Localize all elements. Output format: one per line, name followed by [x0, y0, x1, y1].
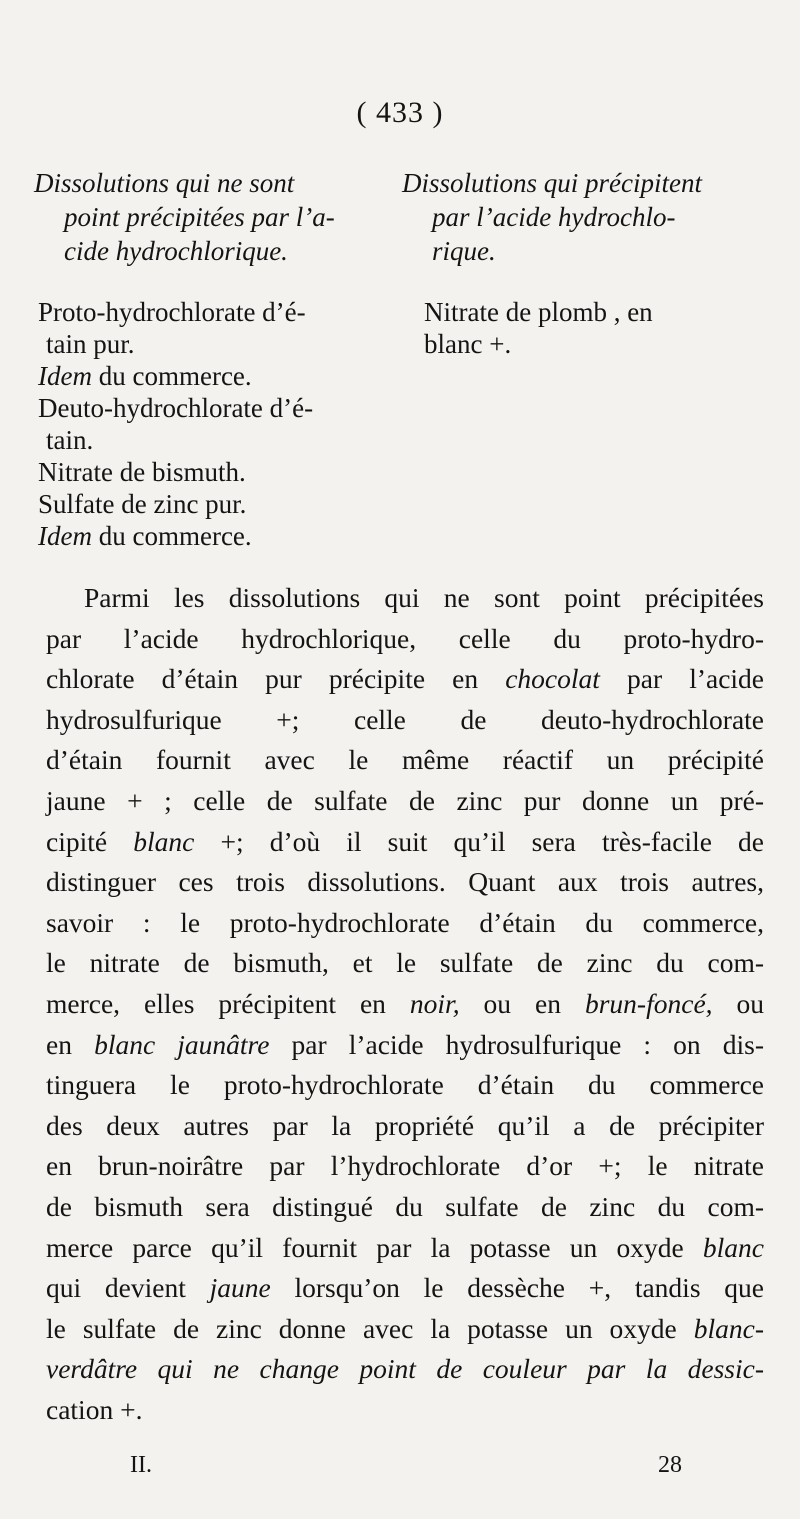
list-item: Nitrate de bismuth. [38, 457, 246, 487]
paragraph-line [46, 1228, 764, 1269]
text-run: le nitrate de bismuth, et le sulfate de zinc du com- [46, 947, 764, 979]
paragraph-line [46, 984, 764, 1025]
right-column-heading [402, 166, 774, 268]
signature-number: 28 [658, 1452, 682, 1478]
text-run: chlorate d’étain pur précipite en [46, 663, 506, 695]
text-run: lorsqu’on le dessèche +, tandis que [270, 1272, 764, 1304]
paragraph-line [46, 578, 764, 619]
paragraph-line [46, 822, 764, 863]
paragraph-line [46, 1349, 764, 1390]
right-list [424, 296, 764, 360]
text-run: des deux autres par la propriété qu’il a de précipiter [46, 1109, 764, 1141]
paragraph-line [46, 781, 764, 822]
paragraph-line [46, 1390, 764, 1431]
left-column-heading [34, 166, 384, 268]
left-list [38, 296, 398, 552]
text-run: cation +. [46, 1393, 143, 1425]
list-item: blanc +. [424, 329, 512, 359]
italic-term: brun-foncé, [584, 987, 713, 1019]
list-item: Idem du commerce. [38, 521, 252, 551]
list-item: Idem du commerce. [38, 361, 252, 391]
italic-term: blanc- [693, 1312, 764, 1344]
text-run: distinguer ces trois dissolutions. Quant aux trois autres, [46, 866, 764, 898]
paragraph-line [46, 700, 764, 741]
left-heading-line: point précipitées par l’a- [64, 202, 335, 232]
right-heading-line: par l’acide hydrochlo- [432, 202, 676, 232]
italic-term: blanc [702, 1231, 764, 1263]
list-item: Proto-hydrochlorate d’é- [38, 297, 306, 327]
text-run: de bismuth sera distingué du sulfate de zinc du com- [46, 1190, 764, 1222]
text-run: +; d’où il suit qu’il sera très-facile de [194, 825, 764, 857]
text-run: hydrosulfurique +; celle de deuto-hydrochlorate [46, 703, 764, 735]
paragraph-line [46, 903, 764, 944]
text-run: en [46, 1028, 95, 1060]
paragraph-line [46, 943, 764, 984]
paragraph-line [46, 862, 764, 903]
paragraph-line [46, 619, 764, 660]
signature-mark: II. [130, 1452, 152, 1478]
right-heading-line: rique. [432, 236, 496, 266]
paragraph-line [46, 1146, 764, 1187]
paragraph-line [46, 740, 764, 781]
text-run: merce parce qu’il fournit par la potasse un oxyde [46, 1231, 703, 1263]
paragraph-line [46, 1106, 764, 1147]
text-run: qui devient [46, 1272, 210, 1304]
italic-term: blanc [133, 825, 195, 857]
list-item: Deuto-hydrochlorate d’é- [38, 393, 314, 423]
italic-term: noir, [409, 987, 460, 1019]
text-run: tinguera le proto-hydrochlorate d’étain du commerce [46, 1069, 764, 1101]
text-run: en brun-noirâtre par l’hydrochlorate d’or +; le nitrate [46, 1150, 764, 1182]
paragraph-line [46, 1187, 764, 1228]
list-item: Sulfate de zinc pur. [38, 489, 247, 519]
text-run: ou en [459, 987, 585, 1019]
paragraph-line [46, 1268, 764, 1309]
text-run: savoir : le proto-hydrochlorate d’étain du commerce, [46, 906, 764, 938]
text-run: ou [712, 987, 765, 1019]
text-run: merce, elles précipitent en [46, 987, 410, 1019]
italic-term: jaune [209, 1272, 271, 1304]
idem-word: Idem [38, 521, 92, 551]
italic-term: qui ne change point de couleur par la dessic- [137, 1353, 764, 1385]
left-heading-line: Dissolutions qui ne sont [34, 168, 295, 198]
italic-term: verdâtre [46, 1353, 138, 1385]
text-run: par l’acide hydrochlorique, celle du proto-hydro- [46, 622, 764, 654]
main-paragraph [46, 578, 764, 1430]
paragraph-line [46, 1025, 764, 1066]
text-run: par l’acide [599, 663, 764, 695]
list-item: tain pur. [46, 329, 135, 359]
text-run: cipité [46, 825, 134, 857]
idem-word: Idem [38, 361, 92, 391]
list-item: Nitrate de plomb , en [424, 297, 653, 327]
italic-term: blanc jaunâtre [94, 1028, 270, 1060]
text-run: Parmi les dissolutions qui ne sont point précipitées [84, 582, 764, 613]
text-run: par l’acide hydrosulfurique : on dis- [269, 1028, 764, 1060]
paragraph-line [46, 1065, 764, 1106]
left-heading-line: cide hydrochlorique. [64, 236, 288, 266]
paragraph-line [46, 1309, 764, 1350]
text-run: d’étain fournit avec le même réactif un précipité [46, 744, 764, 776]
folio-page-number: ( 433 ) [356, 96, 444, 129]
paragraph-line [46, 659, 764, 700]
text-run: jaune + ; celle de sulfate de zinc pur donne un pré- [46, 784, 764, 816]
text-run: le sulfate de zinc donne avec la potasse un oxyde [46, 1312, 694, 1344]
italic-term: chocolat [505, 663, 600, 695]
right-heading-line: Dissolutions qui précipitent [402, 168, 702, 198]
list-item: tain. [46, 425, 94, 455]
